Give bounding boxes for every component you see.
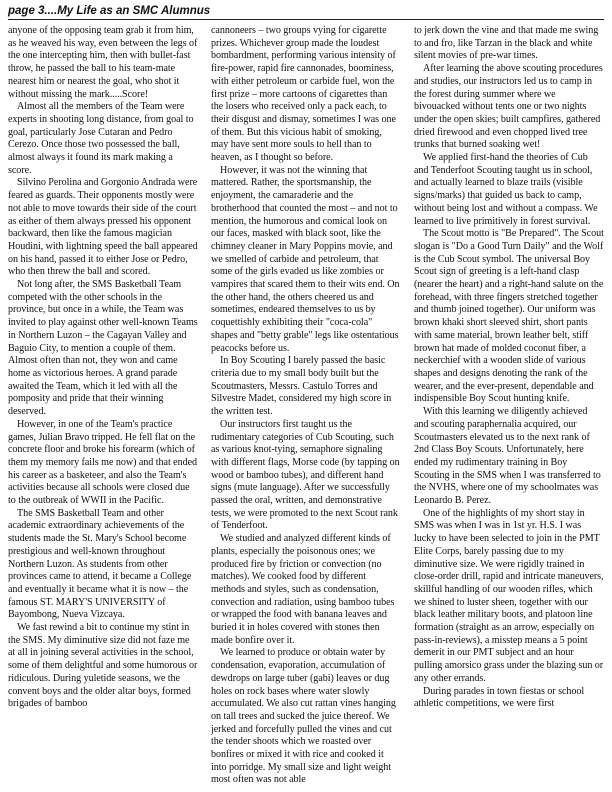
paragraph: The Scout motto is "Be Prepared". The Scout slogan is "Do a Good Turn Daily" and the Wolf is the Cub Scout symbol. The universal Boy Scout sign of greeting is a left-hand clasp (nearer the heart) and a right-hand salute on the forehead, with three fingers stretched together and thumb joined together). Our uniform was brown khaki short sleeved shirt, short pants with same material, brown leather belt, stiff brown hat made of molded coconut fiber, a neckerchief with a wooden slide of various shapes and designs denoting the rank of the wearer, and the ever-present, dependable and indispensible Boy Scout hunting knife. bbox=[414, 228, 604, 405]
column-1 bbox=[8, 25, 198, 787]
column-2 bbox=[211, 25, 401, 787]
column-3 bbox=[414, 25, 604, 787]
paragraph: Our instructors first taught us the rudimentary categories of Cub Scouting, such as various knot-tying, semaphore signaling with different flags, Morse code (by tapping on wood or bamboo tubes), and different hand signs (mute language). After we successfully passed the oral, written, and demonstrative tests, we were promoted to the next Scout rank of Tenderfoot. bbox=[211, 418, 400, 532]
page-header: page 3....My Life as an SMC Alumnus bbox=[8, 4, 604, 20]
text-columns bbox=[8, 25, 604, 787]
paragraph: The SMS Basketball Team and other academic extraordinary achievements of the students made the St. Mary's School become prestigious and well-known throughout Northern Luzon. As students from other provinces came to attend, it became a College and eventually it became what it is now – the famous ST. MARY'S UNIVERSITY of Bayombong, Nueva Vizcaya. bbox=[8, 507, 192, 621]
paragraph: However, in one of the Team's practice games, Julian Bravo tripped. He fell flat on the concrete floor and broke his forearm (which of them my memory fails me now) and that ended his career as a basketeer, and also the Team's activities because all schools were closed due to the outbreak of WWII in the Pacific. bbox=[8, 418, 198, 507]
paragraph: cannoneers – two groups vying for cigarette prizes. Whichever group made the loudest bombardment, performing various intensity of fire-power, rapid fire cannonades, boominess, with either petroleum or carbide fuel, won the first prize – more cartoons of cigarettes than the losers who received only a pack each, to their disgust and dismay, sometimes I was one of them. But this vicious habit of smoking, may have sent more souls to hell than to heaven, as I thought so before. bbox=[211, 25, 396, 164]
paragraph: One of the highlights of my short stay in SMS was when I was in 1st yr. H.S. I was lucky to have been selected to join in the PMT Elite Corps, barely passing due to my diminutive size. We were rigidly trained in close-order drill, rapid and intricate maneuvers, skillful handling of our wooden rifles, which we shined to luster sheen, together with our black leather military boots, and platoon line formation (straight as an arrow, especially on pass-in-reviews), a misstep means a 5 point demerit in our PMT subject and an hour pulling amorsico grass under the blazing sun or any other errands. bbox=[414, 507, 604, 684]
paragraph: anyone of the opposing team grab it from him, as he weaved his way, even between the legs of the one intercepting him, then with bullet-fast throw, he passed the ball to his team-mate nearest him or nearest the goal, who shot it without missing the mark.....Score! bbox=[8, 25, 198, 100]
paragraph: With this learning we diligently achieved and scouting paraphernalia acquired, our Scoutmasters elevated us to the next rank of 2nd Class Boy Scouts. Unfortunately, here ended my rudimentary training in Boy Scouting in the SMS when I was transferred to the NVHS, where one of my schoolmates was Leonardo B. Perez. bbox=[414, 406, 601, 507]
paragraph: Almost all the members of the Team were experts in shooting long distance, from goal to goal, particularly Jose Cutaran and Pedro Cerezo. Once those two possessed the ball, almost always it found its mark making a score. bbox=[8, 101, 194, 176]
paragraph: Silvino Perolina and Gorgonio Andrada were feared as guards. Their opponents mostly were not able to move towards their side of the court as either of them always pressed his opponent backward, then like the famous magician Houdini, with lightning speed the ball appeared on his hand, passed it to either Jose or Pedro, who then threw the ball and scored. bbox=[8, 177, 198, 278]
paragraph: We learned to produce or obtain water by condensation, evaporation, accumulation of dewdrops on large tuber (gabi) leaves or dug holes on rock bases where water slowly accumulated. We also cut rattan vines hanging on tall trees and sucked the juice thereof. We jerked and forcefully pulled the vines and cut the tender shoots which we roasted over bonfires or mixed it with rice and cooked it into porridge. My small size and light weight most often was not able bbox=[211, 647, 396, 786]
paragraph: During parades in town fiestas or school athletic competitions, we were first bbox=[414, 685, 585, 710]
paragraph: Not long after, the SMS Basketball Team competed with the other schools in the province, but once in a while, the Team was invited to play against other well-known Teams in Northern Luzon – the Cagayan Valley and Baguio City, to mention a couple of them. Almost often than not, they won and came home as victorious heroes. A grand parade awaited the Team, which it led with all the pomposity and pride that their winning deserved. bbox=[8, 279, 198, 418]
paragraph: to jerk down the vine and that made me swing to and fro, like Tarzan in the black and white silent movies of pre-war times. bbox=[414, 25, 599, 62]
paragraph: However, it was not the winning that mattered. Rather, the sportsmanship, the enjoyment, the camaraderie and the brotherhood that counted the most – and not to mention, the humorous and comical look on our faces, masked with black soot, like the chimney cleaner in Mary Poppins movie, and we smelled of carbide and petroleum, that some of the girls evaded us like zombies or vampires that scared them to their wits end. On the other hand, the others cheered us and sometimes, endeared themselves to us by coquettishly exhibiting their "coca-cola" shapes and "betty grable" legs like ostentatious peacocks before us. bbox=[211, 164, 400, 354]
paragraph: We applied first-hand the theories of Cub and Tenderfoot Scouting taught us in school, and actually learned to blaze trails (visible signs/marks) that guided us back to camp, without being lost and without a compass. We learned to live primitively in forest survival. bbox=[414, 152, 598, 227]
paragraph: We fast rewind a bit to continue my stint in the SMS. My diminutive size did not faze me at all in joining several activities in the school, some of them delightful and some humorous or ridiculous. During yuletide seasons, we the convent boys and the older altar boys, formed brigades of bamboo bbox=[8, 622, 198, 710]
paragraph: We studied and analyzed different kinds of plants, especially the poisonous ones; we produced fire by friction or convection (no matches). We cooked food by different methods and styles, such as condensation, convection and radiation, using bamboo tubes or wrapped the food with banana leaves and buried it in holes covered with stones then made bonfire over it. bbox=[211, 533, 395, 646]
paragraph: After learning the above scouting procedures and studies, our instructors led us to camp in the forest during summer where we bivouacked without tents one or two nights under the open skies; built campfires, gathered dried firewood and even chopped lived tree trunks that burned soaking wet! bbox=[414, 63, 603, 151]
paragraph: In Boy Scouting I barely passed the basic criteria due to my small body built but the Scoutmasters, Messrs. Castulo Torres and Silvestre Madet, considered my high score in the written test. bbox=[211, 355, 392, 418]
